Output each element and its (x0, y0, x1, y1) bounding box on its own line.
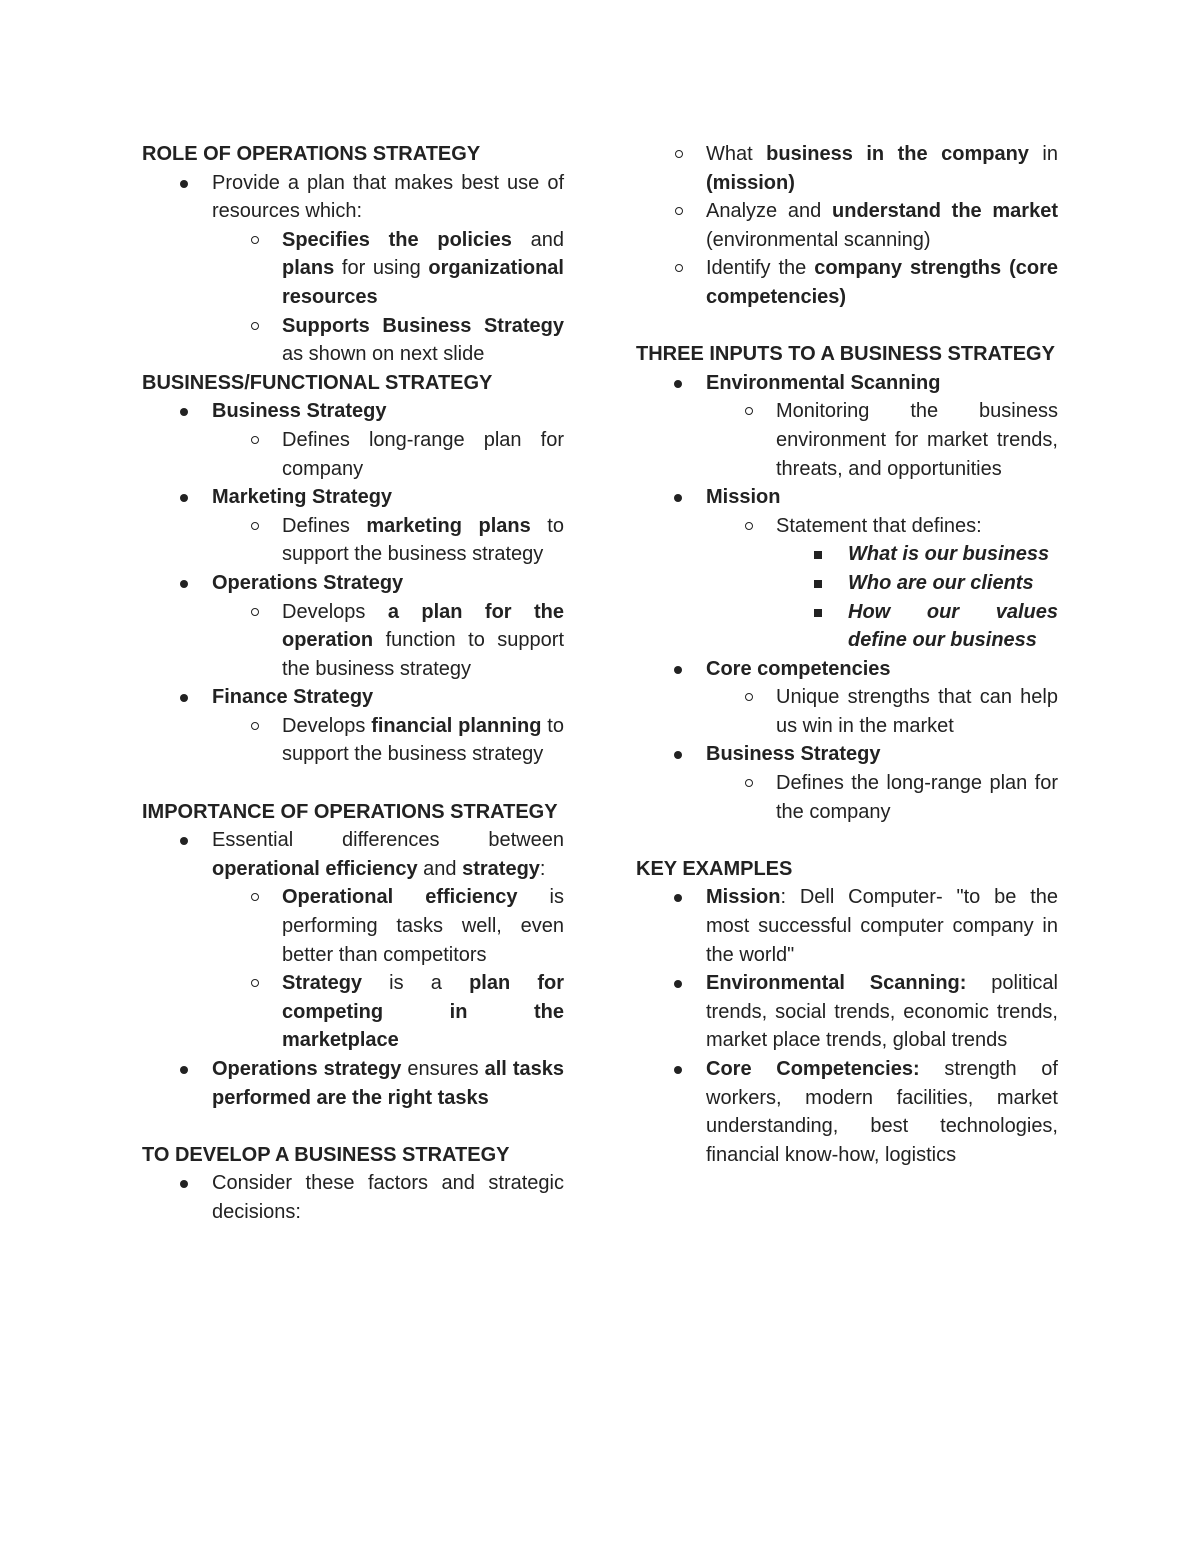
heading-role-of-operations-strategy: ROLE OF OPERATIONS STRATEGY (142, 143, 481, 165)
list-item: Environmental Scanning Monitoring the business environment for market trends, threats, and opportunities (636, 369, 1058, 483)
examples-list (636, 883, 1058, 1169)
list-item: Statement that defines: What is our business Who are our clients How our values define our business (706, 512, 1058, 655)
develop-sublist (636, 140, 1058, 312)
list-item: Consider these factors and strategic decisions: (142, 1169, 564, 1226)
list-item: Operations strategy ensures all tasks performed are the right tasks (142, 1055, 564, 1112)
list-item: Develops financial planning to support the business strategy (212, 712, 564, 769)
heading-to-develop-a-business-strategy: TO DEVELOP A BUSINESS STRATEGY (142, 1143, 510, 1166)
list-item: Mission: Dell Computer- "to be the most successful computer company in the world" (636, 883, 1058, 969)
list-item: Defines the long-range plan for the company (706, 769, 1058, 826)
list-item: Finance Strategy Develops financial planning to support the business strategy (142, 683, 564, 769)
heading-business-functional-strategy: BUSINESS/FUNCTIONAL STRATEGY (142, 371, 493, 394)
list-item: How our values define our business (776, 598, 1058, 655)
list-item: Mission Statement that defines: What is our business Who are our clients How our values define our business (636, 483, 1058, 655)
list-item: Provide a plan that makes best use of resources which: Specifies the policies and plans for using organizational resources Supports Business Strategy as shown on next slide (142, 169, 564, 369)
list-item: Defines long-range plan for company (212, 426, 564, 483)
list-item: What business in the company in (mission) (636, 140, 1058, 197)
list-item: Identify the company strengths (core competencies) (636, 254, 1058, 311)
list-item: Business Strategy Defines long-range plan for company (142, 397, 564, 483)
heading-three-inputs: THREE INPUTS TO A BUSINESS STRATEGY (636, 343, 1055, 366)
functional-list (142, 397, 564, 769)
right-column (636, 140, 1058, 1169)
list-item: What is our business (776, 540, 1058, 569)
list-item: Core Competencies: strength of workers, modern facilities, market understanding, best technologies, financial know-how, logistics (636, 1055, 1058, 1169)
list-item: Develops a plan for the operation function to support the business strategy (212, 598, 564, 684)
list-item: Supports Business Strategy as shown on next slide (212, 312, 564, 369)
list-item: Essential differences between operational efficiency and strategy: Operational efficiency is performing tasks well, even better than competitors Strategy is a plan for competing in the marketplace (142, 826, 564, 1055)
list-item: Specifies the policies and plans for using organizational resources (212, 226, 564, 312)
list-item: Marketing Strategy Defines marketing plans to support the business strategy (142, 483, 564, 569)
develop-list (142, 1169, 564, 1226)
list-item: Unique strengths that can help us win in the market (706, 683, 1058, 740)
importance-list (142, 826, 564, 1112)
heading-importance-of-operations-strategy: IMPORTANCE OF OPERATIONS STRATEGY (142, 800, 558, 823)
list-item: Defines marketing plans to support the business strategy (212, 512, 564, 569)
role-sublist (212, 226, 564, 369)
list-item: Strategy is a plan for competing in the marketplace (212, 969, 564, 1055)
list-item: Who are our clients (776, 569, 1058, 598)
list-item: Operations Strategy Develops a plan for the operation function to support the business strategy (142, 569, 564, 683)
list-item: Environmental Scanning: political trends, social trends, economic trends, market place trends, global trends (636, 969, 1058, 1055)
inputs-list (636, 369, 1058, 827)
list-item: Business Strategy Defines the long-range plan for the company (636, 740, 1058, 826)
list-item: Operational efficiency is performing tasks well, even better than competitors (212, 883, 564, 969)
list-item: Monitoring the business environment for market trends, threats, and opportunities (706, 397, 1058, 483)
role-list (142, 169, 564, 369)
list-item: Analyze and understand the market (environmental scanning) (636, 197, 1058, 254)
heading-key-examples: KEY EXAMPLES (636, 857, 793, 880)
left-column (142, 140, 564, 1227)
list-item: Core competencies Unique strengths that can help us win in the market (636, 655, 1058, 741)
